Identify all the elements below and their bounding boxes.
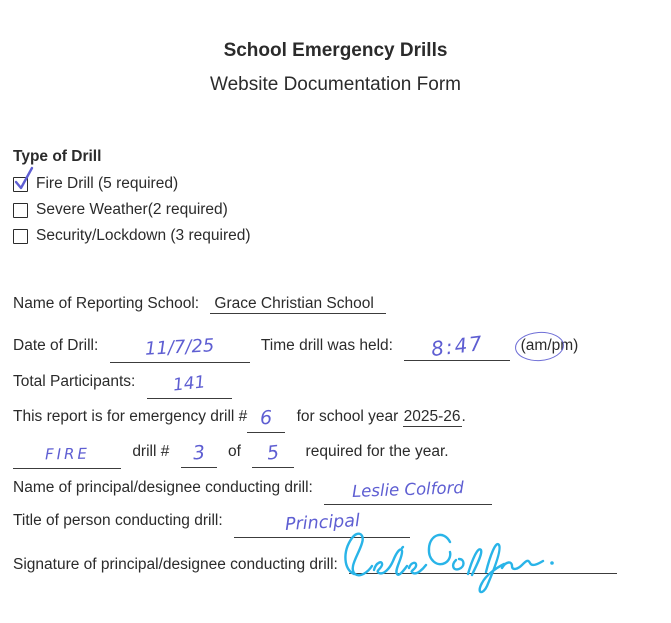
principal-name-field[interactable] <box>324 480 492 505</box>
drill-count-line <box>13 443 449 469</box>
time-handwriting: 8:47 <box>429 330 486 362</box>
ampm-am: am <box>525 337 548 354</box>
signature-label: Signature of principal/designee conducting drill: <box>13 556 338 573</box>
type-of-drill-section <box>13 147 433 245</box>
fire-drill-checkbox[interactable] <box>13 177 28 192</box>
participants-field[interactable] <box>147 374 232 399</box>
ampm-group <box>521 337 579 355</box>
time-label: Time drill was held: <box>260 337 393 354</box>
option-severe-weather <box>13 201 433 219</box>
severe-weather-checkbox[interactable] <box>13 203 28 218</box>
form-subtitle: Website Documentation Form <box>210 74 461 95</box>
drill-type-handwriting: FIRE <box>44 444 90 464</box>
date-time-line <box>13 330 579 363</box>
date-label: Date of Drill: <box>13 337 99 354</box>
drill-type-field[interactable] <box>13 444 121 469</box>
report-middle: for school year <box>296 408 399 425</box>
school-year-value: 2025-26 <box>403 408 461 425</box>
participants-handwriting: 141 <box>171 372 207 396</box>
principal-name-handwriting: Leslie Colford <box>351 478 465 501</box>
of-label: of <box>227 443 241 460</box>
drill-count-label: drill # <box>132 443 170 460</box>
fire-drill-checkmark-icon <box>11 164 35 192</box>
drill-count-handwriting: 3 <box>191 441 206 465</box>
principal-title-label: Title of person conducting drill: <box>13 512 223 529</box>
principal-title-handwriting: Principal <box>284 511 360 535</box>
time-field[interactable] <box>404 330 510 362</box>
participants-line <box>13 373 232 399</box>
school-line <box>13 295 386 313</box>
principal-name-line <box>13 479 492 505</box>
fire-drill-label: Fire Drill (5 required) <box>36 175 179 192</box>
date-field[interactable] <box>110 335 250 363</box>
option-fire-drill <box>13 175 433 193</box>
date-handwriting: 11/7/25 <box>144 335 215 360</box>
drill-total-field[interactable] <box>252 443 294 468</box>
principal-name-label: Name of principal/designee conducting drill: <box>13 479 313 496</box>
type-of-drill-heading: Type of Drill <box>13 148 102 165</box>
severe-weather-label: Severe Weather(2 required) <box>36 201 228 218</box>
form-title: School Emergency Drills <box>223 40 448 61</box>
signature-scribble <box>338 528 568 600</box>
drill-count-suffix: required for the year. <box>305 443 449 460</box>
school-field[interactable]: Grace Christian School <box>210 295 385 314</box>
report-period: . <box>461 408 466 425</box>
ampm-rest: /pm) <box>547 337 579 354</box>
drill-number-field[interactable] <box>247 408 285 433</box>
drill-count-field[interactable] <box>181 443 217 468</box>
report-prefix: This report is for emergency drill # <box>13 408 248 425</box>
school-label: Name of Reporting School: <box>13 295 200 312</box>
signature-ink-dot <box>550 561 554 565</box>
option-security-lockdown <box>13 227 433 245</box>
report-line <box>13 408 466 433</box>
form-header <box>0 40 671 96</box>
drill-number-handwriting: 6 <box>259 406 273 430</box>
security-lockdown-label: Security/Lockdown (3 required) <box>36 227 251 244</box>
drill-total-handwriting: 5 <box>266 441 281 465</box>
participants-label: Total Participants: <box>13 373 136 390</box>
ampm-open: ( <box>520 337 526 354</box>
security-lockdown-checkbox[interactable] <box>13 229 28 244</box>
